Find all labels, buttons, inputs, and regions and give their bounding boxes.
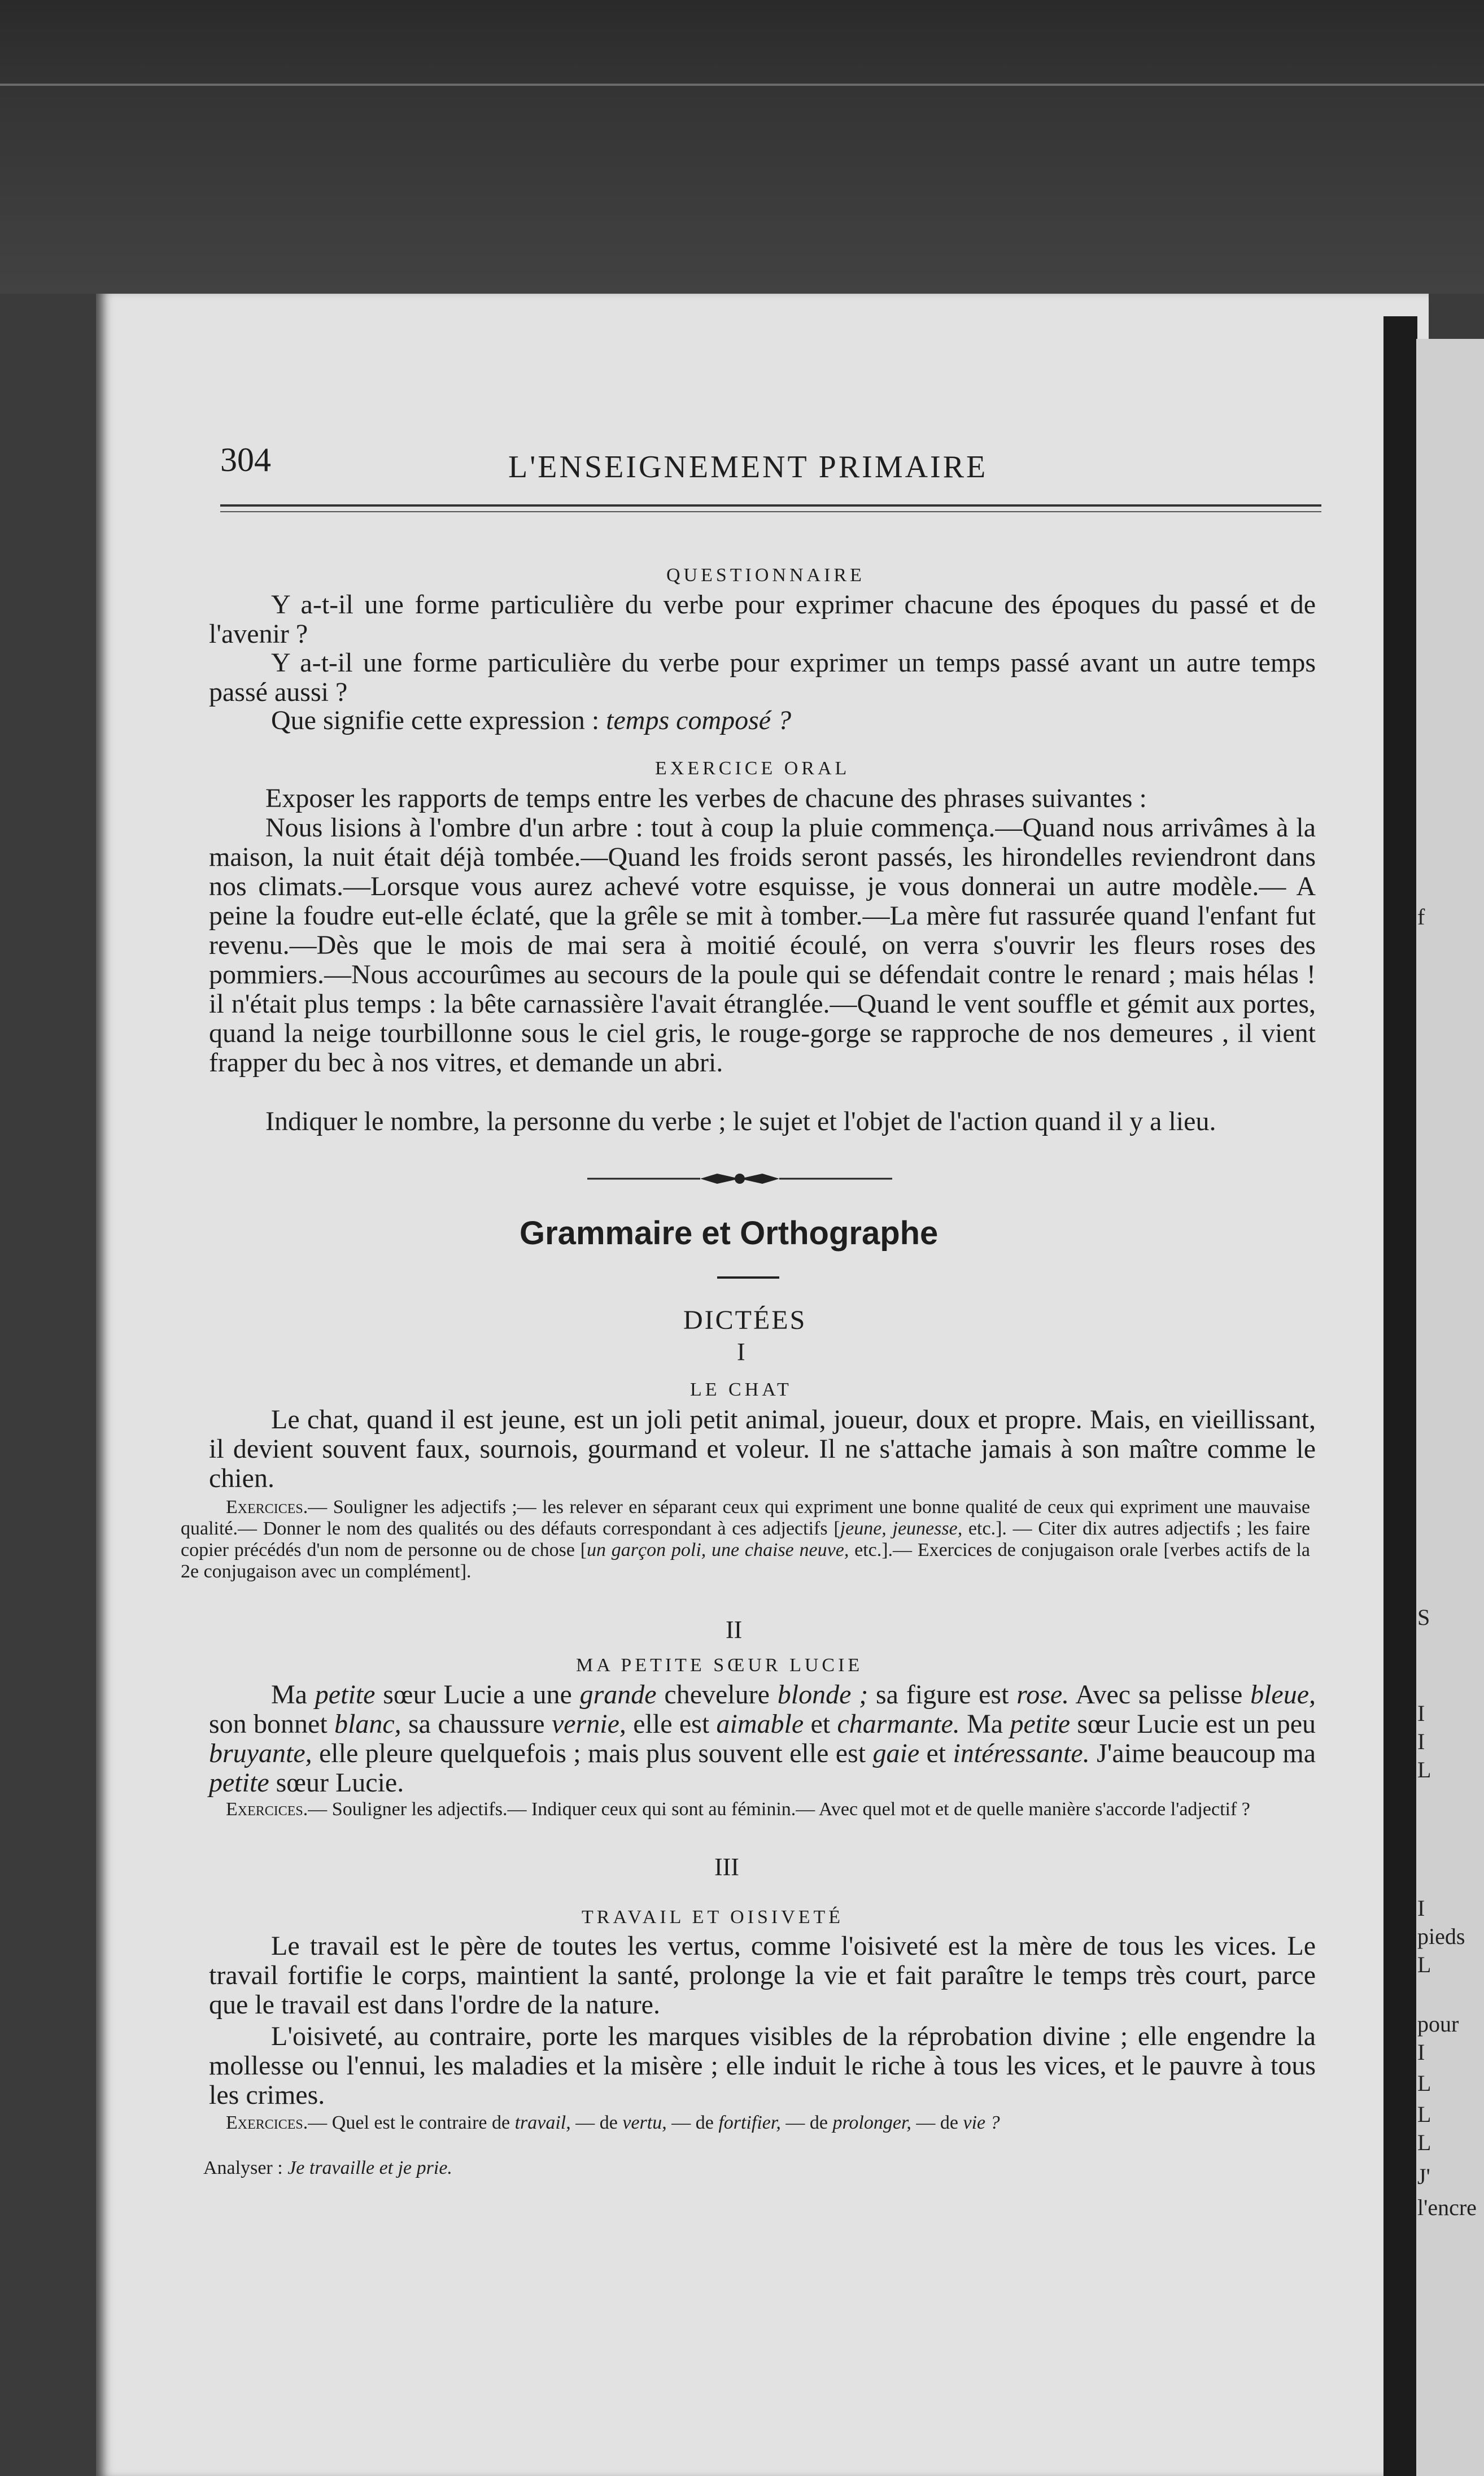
dictee-3-analyse [203,2157,1333,2179]
italic-run: fortifier, [718,2112,781,2133]
italic-run: charmante. [837,1709,960,1739]
text-run: — Quel est le contraire de [308,2112,515,2133]
text-run: sa figure est [868,1680,1017,1710]
adjacent-fragment: L [1417,2130,1431,2155]
text-run: son bonnet [209,1709,335,1739]
text-run: sœur Lucie. [269,1768,404,1798]
italic-run: blanc, [334,1709,401,1739]
exercices-example: jeune, jeunesse, [840,1518,963,1539]
exercices-text: etc.].— Exercices de conjugaison orale [verbes actifs de la 2e conjugaison avec un complément]. [181,1540,1311,1582]
text-run: Ma [271,1680,315,1710]
question-3-text: Que signifie cette expression : [271,705,606,735]
text-run: J'aime beaucoup ma [1089,1738,1316,1768]
text-run: sœur Lucie a une [375,1680,580,1710]
text-run: sa chaussure [401,1709,552,1739]
adjacent-fragment: L [1417,2102,1431,2127]
adjacent-fragment: I [1417,1729,1425,1754]
running-title: L'ENSEIGNEMENT PRIMAIRE [508,450,988,485]
exercice-oral-title: EXERCICE ORAL [655,758,850,779]
background-edge-line [0,84,1484,86]
text-run: sœur Lucie est un peu [1070,1709,1316,1739]
italic-run: petite [1010,1709,1071,1739]
exercices-label: Exercices. [226,2112,308,2133]
italic-run: vertu, [622,2112,667,2133]
page-number: 304 [220,441,271,478]
question-1: Y a-t-il une forme particulière du verbe pour exprimer chacune des époques du passé et de l'avenir ? [209,590,1316,649]
adjacent-page-edge [1416,339,1484,2476]
question-2: Y a-t-il une forme particulière du verbe pour exprimer un temps passé avant un autre temps passé aussi ? [209,648,1316,707]
exercice-oral-instruction: Exposer les rapports de temps entre les verbes de chacune des phrases suivantes : [265,783,1147,813]
italic-run: vie ? [963,2112,1000,2133]
text-run: — de [666,2112,719,2133]
text-run: et [919,1738,953,1768]
italic-run: vernie, [551,1709,626,1739]
adjacent-fragment: L [1417,1952,1431,1977]
exercice-oral-closing: Indiquer le nombre, la personne du verbe ; le sujet et l'objet de l'action quand il y a lieu. [265,1106,1216,1136]
exercices-text: etc.]. — Citer dix autres adjectifs ; les faire copier précédés d'un nom de personne ou de chose [ [181,1518,1311,1560]
text-run: Avec sa pelisse [1069,1680,1251,1710]
analyse-label: Analyser : [203,2157,288,2178]
text-run: elle pleure quelquefois ; mais plus souvent elle est [312,1738,873,1768]
ornament-divider [587,1170,892,1187]
header-rule-thin [220,511,1321,512]
adjacent-fragment: S [1417,1605,1430,1630]
italic-run: petite [209,1768,269,1798]
exercices-text: — Souligner les adjectifs ;— les relever en séparant ceux qui expriment une bonne qualité de ceux qui expriment une mauvaise qualité.— Donner le nom des qualités ou des défauts correspondant à ces adjectifs [ [181,1497,1310,1539]
adjacent-fragment: pour [1417,2011,1459,2037]
book-gutter [1383,316,1417,2476]
text-run: — de [911,2112,963,2133]
italic-run: bruyante, [209,1738,312,1768]
adjacent-fragment: l'encre [1417,2195,1477,2220]
text-run: Ma [959,1709,1010,1739]
dictee-1-title: LE CHAT [690,1379,792,1400]
header-rule [220,504,1321,507]
dictee-2-text [209,1680,1316,1798]
dictee-2-number: II [726,1616,743,1644]
italic-run: travail, [514,2112,571,2133]
dictee-2-exercices [181,1799,1310,1820]
adjacent-fragment: pieds [1417,1924,1465,1949]
italic-run: intéressante. [953,1738,1090,1768]
dictee-3-paragraph-2: L'oisiveté, au contraire, porte les marques visibles de la réprobation divine ; elle engendre la mollesse ou l'ennui, les maladies et la misère ; elle induit le riche à tous les vices, et le pauvre à tous les crimes. [209,2021,1316,2110]
dictee-1-exercices [181,1497,1310,1583]
exercices-label: Exercices. [226,1799,308,1820]
italic-run: aimable [716,1709,804,1739]
exercices-label: Exercices. [226,1497,308,1518]
adjacent-fragment: L [1417,1757,1431,1782]
exercices-example: un garçon poli, une chaise neuve, [587,1540,849,1560]
italic-run: rose. [1016,1680,1070,1710]
italic-run: bleue, [1250,1680,1316,1710]
adjacent-fragment: I [1417,2039,1425,2065]
dictee-2-title: MA PETITE SŒUR LUCIE [576,1655,863,1676]
italic-run: gaie [872,1738,920,1768]
text-run: elle est [626,1709,717,1739]
adjacent-fragment: I [1417,1895,1425,1921]
adjacent-fragment: L [1417,2070,1431,2096]
section-rule [717,1276,779,1279]
text-run: — de [570,2112,623,2133]
dictee-1-text: Le chat, quand il est jeune, est un joli petit animal, joueur, doux et propre. Mais, en vieillissant, il devient souvent faux, sournois, gourmand et voleur. Il ne s'attache jamais à son maître comme le chien. [209,1405,1316,1493]
adjacent-fragment: J' [1417,2164,1430,2189]
adjacent-fragment: I [1417,1701,1425,1726]
italic-run: blonde ; [777,1680,868,1710]
text-run: et [804,1709,837,1739]
question-3 [209,706,1316,735]
italic-run: petite [315,1680,376,1710]
dictee-3-paragraph-1: Le travail est le père de toutes les vertus, comme l'oisiveté est la mère de tous les vices. Le travail fortifie le corps, maintient la santé, prolonge la vie et fait paraître le temps très court, parce que le travail est dans l'ordre de la nature. [209,1931,1316,2020]
background-top [0,0,1484,294]
exercices-text: — Souligner les adjectifs.— Indiquer ceux qui sont au féminin.— Avec quel mot et de quelle manière s'accorde l'adjectif ? [308,1799,1250,1820]
exercice-oral-body: Nous lisions à l'ombre d'un arbre : tout à coup la pluie commença.—Quand nous arrivâmes à la maison, la nuit était déjà tombée.—Quand les froids seront passés, les hirondelles reviendront dans nos climats.—Lorsque vous aurez achevé votre esquisse, je vous donnerai un autre modèle.— A peine la foudre eut-elle éclaté, que la grêle se mit à tomber.—La mère fut rassurée quand l'enfant fut revenu.—Dès que le mois de mai sera à moitié écoulé, on verra s'ouvrir les fleurs roses des pommiers.—Nous accourûmes au secours de la poule qui se défendait contre le renard ; mais hélas ! il n'était plus temps : la bête carnassière l'avait étranglée.—Quand le vent souffle et gémit aux portes, quand la neige tourbillonne sous le ciel gris, le rouge-gorge se rapproche de nos demeures , il vient frapper du bec à nos vitres, et demande un abri. [209,813,1316,1078]
italic-run: grande [579,1680,657,1710]
section-subtitle: DICTÉES [683,1305,807,1335]
question-3-term: temps composé ? [606,705,792,735]
text-run: — de [780,2112,833,2133]
analyse-text: Je travaille et je prie. [287,2157,452,2178]
dictee-3-title: TRAVAIL ET OISIVETÉ [582,1907,844,1928]
dictee-3-exercices [181,2112,1310,2134]
text-run: chevelure [656,1680,778,1710]
dictee-3-number: III [714,1853,739,1881]
questionnaire-title: QUESTIONNAIRE [666,565,865,586]
adjacent-fragment: f [1417,904,1425,930]
dictee-1-number: I [737,1338,745,1366]
italic-run: prolonger, [832,2112,911,2133]
section-title: Grammaire et Orthographe [520,1215,939,1252]
